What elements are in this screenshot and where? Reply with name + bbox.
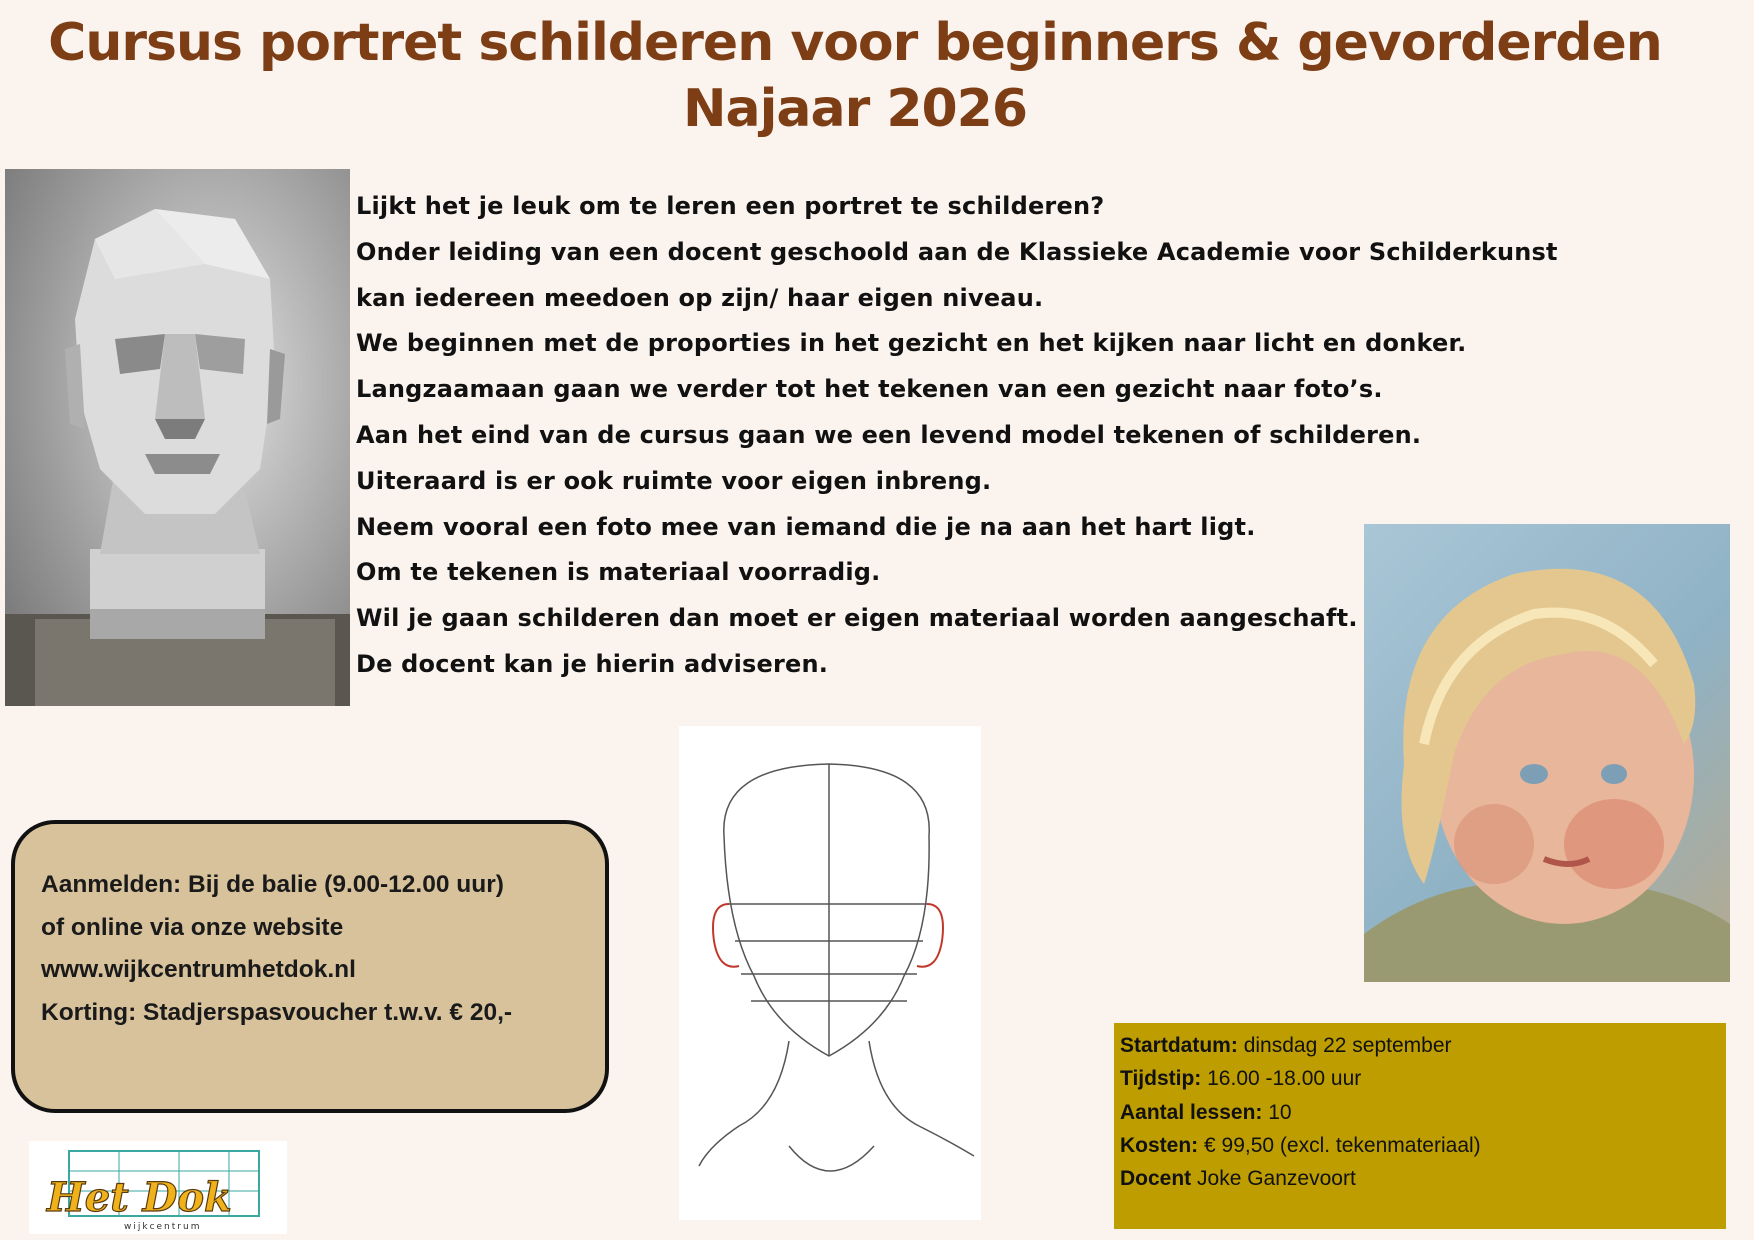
face-proportion-sketch	[679, 726, 981, 1220]
logo-wordmark: Het Dok	[47, 1174, 232, 1221]
intro-line: Wil je gaan schilderen dan moet er eigen materiaal worden aangeschaft.	[356, 604, 1358, 633]
intro-line: Onder leiding van een docent geschoold aan de Klassieke Academie voor Schilderkunst	[356, 237, 1558, 266]
het-dok-logo	[29, 1141, 287, 1234]
child-portrait-painting	[1364, 524, 1730, 982]
registration-line: of online via onze website	[41, 913, 344, 941]
website-link[interactable]: www.wijkcentrumhetdok.nl	[41, 956, 356, 983]
logo-subtitle: wijkcentrum	[124, 1222, 202, 1232]
discount-line: Korting: Stadjerspasvoucher t.w.v. € 20,-	[41, 998, 513, 1026]
intro-line: Neem vooral een foto mee van iemand die je na aan het hart ligt.	[356, 512, 1256, 541]
teacher: Docent Joke Ganzevoort	[1120, 1167, 1356, 1191]
intro-line: Langzaamaan gaan we verder tot het tekenen van een gezicht naar foto’s.	[356, 375, 1383, 404]
time-slot: Tijdstip: 16.00 -18.00 uur	[1120, 1067, 1362, 1091]
title-line-2: Najaar 2026	[682, 79, 1028, 139]
lesson-count: Aantal lessen: 10	[1120, 1100, 1292, 1124]
intro-line: Lijkt het je leuk om te leren een portret te schilderen?	[356, 192, 1105, 220]
intro-line: Om te tekenen is materiaal voorradig.	[356, 558, 881, 587]
intro-line: Uiteraard is er ook ruimte voor eigen inbreng.	[356, 466, 992, 495]
start-date: Startdatum: dinsdag 22 september	[1120, 1034, 1452, 1057]
planar-head-photo	[5, 169, 350, 706]
registration-box	[11, 820, 609, 1113]
intro-line: De docent kan je hierin adviseren.	[356, 649, 829, 678]
intro-line: We beginnen met de proporties in het gezicht en het kijken naar licht en donker.	[356, 329, 1467, 358]
cost: Kosten: € 99,50 (excl. tekenmateriaal)	[1120, 1133, 1481, 1157]
page-title	[0, 10, 1710, 142]
course-details-box	[1114, 1023, 1726, 1229]
intro-line: Aan het eind van de cursus gaan we een levend model tekenen of schilderen.	[356, 420, 1422, 449]
registration-line: Aanmelden: Bij de balie (9.00-12.00 uur)	[41, 871, 504, 898]
title-line-1: Cursus portret schilderen voor beginners & gevorderden	[48, 13, 1662, 73]
intro-line: kan iedereen meedoen op zijn/ haar eigen niveau.	[356, 283, 1044, 312]
